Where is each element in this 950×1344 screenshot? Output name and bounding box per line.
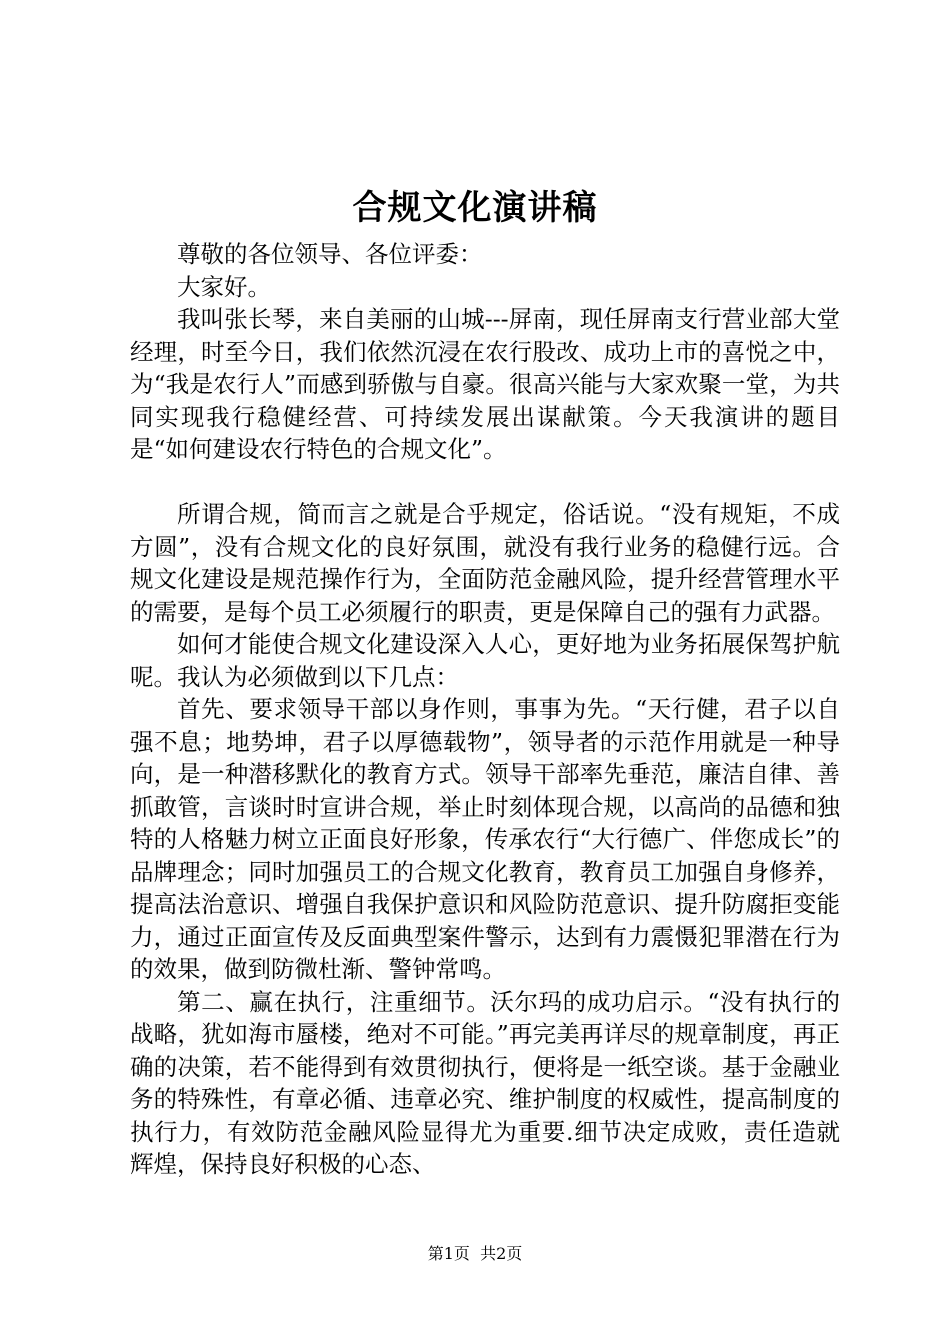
salutation-paragraph: 尊敬的各位领导、各位评委： <box>177 240 483 268</box>
page-number: 第1页 共2页 <box>427 1244 523 1263</box>
definition-paragraph: 所谓合规，简而言之就是合乎规定，俗话说。“没有规矩，不成方圆”，没有合规文化的良好氛围，就没有我行业务的稳健行远。合规文化建设是规范操作行为，全面防范金融风险，提升经营管理水平的需要，是每个员工必须履行的职责，更是保障自己的强有力武器。 <box>130 500 840 626</box>
document-title: 合规文化演讲稿 <box>352 188 598 228</box>
document-body <box>130 238 840 1181</box>
paragraph-gap <box>130 466 840 499</box>
intro-paragraph: 我叫张长琴，来自美丽的山城---屏南，现任屏南支行营业部大堂经理，时至今日，我们依然沉浸在农行股改、成功上市的喜悦之中，为“我是农行人”而感到骄傲与自豪。很高兴能与大家欢聚一堂，为共同实现我行稳健经营、可持续发展出谋献策。今天我演讲的题目是“如何建设农行特色的合规文化”。 <box>130 305 840 463</box>
greeting-paragraph: 大家好。 <box>177 272 271 301</box>
question-paragraph: 如何才能使合规文化建设深入人心，更好地为业务拓展保驾护航呢。我认为必须做到以下几点： <box>130 630 840 691</box>
point-one-paragraph: 首先、要求领导干部以身作则，事事为先。“天行健，君子以自强不息；地势坤，君子以厚德载物”，领导者的示范作用就是一种导向，是一种潜移默化的教育方式。领导干部率先垂范，廉洁自律、善抓敢管，言谈时时宣讲合规，举止时刻体现合规，以高尚的品德和独特的人格魅力树立正面良好形象，传承农行“大行德广、伴您成长”的品牌理念；同时加强员工的合规文化教育，教育员工加强自身修养，提高法治意识、增强自我保护意识和风险防范意识、提升防腐拒变能力，通过正面宣传及反面典型案件警示，达到有力震慑犯罪潜在行为的效果，做到防微杜渐、警钟常鸣。 <box>130 695 840 983</box>
point-two-paragraph: 第二、赢在执行，注重细节。沃尔玛的成功启示。“没有执行的战略，犹如海市蜃楼，绝对不可能。”再完美再详尽的规章制度，再正确的决策，若不能得到有效贯彻执行，便将是一纸空谈。基于金融业务的特殊性，有章必循、违章必究、维护制度的权威性，提高制度的执行力，有效防范金融风险显得尤为重要.细节决定成败，责任造就辉煌，保持良好积极的心态、 <box>130 987 840 1178</box>
page-footer <box>0 1243 950 1265</box>
